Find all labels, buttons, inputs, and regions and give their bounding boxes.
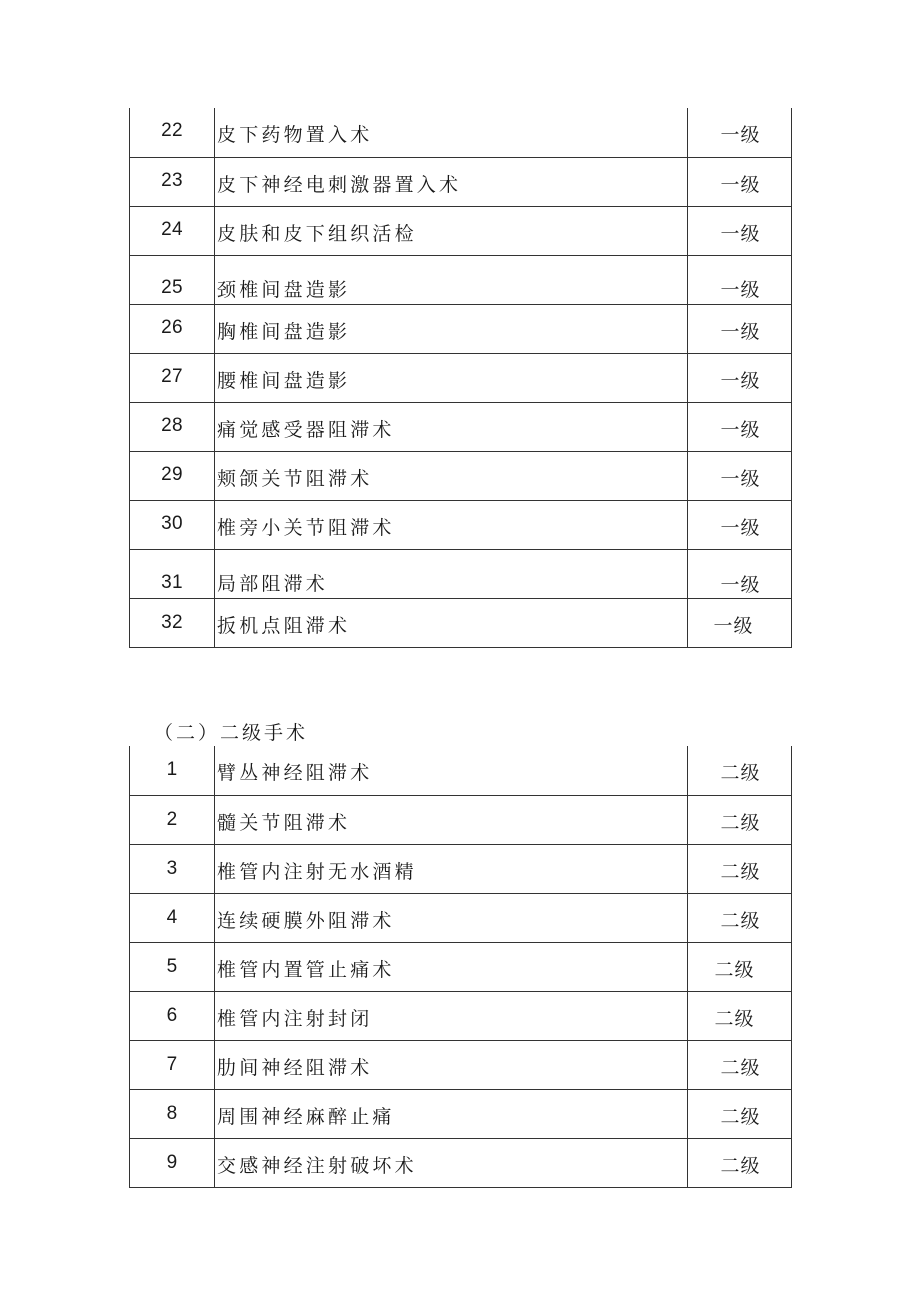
procedure-name: 扳机点阻滞术 [217,615,351,637]
table-row [130,402,791,451]
procedure-name: 皮下药物置入术 [217,124,373,146]
procedure-name: 椎管内置管止痛术 [217,959,395,981]
surgery-level: 一级 [720,223,761,245]
procedure-name: 皮肤和皮下组织活检 [217,223,417,245]
procedure-name: 肋间神经阻滞术 [217,1057,373,1079]
surgery-level: 二级 [720,861,761,883]
surgery-level: 一级 [720,419,761,441]
row-number: 24 [161,219,183,240]
table-row [130,893,791,942]
procedure-name: 颈椎间盘造影 [217,279,351,301]
procedure-name: 椎管内注射无水酒精 [217,861,417,883]
procedure-name: 皮下神经电刺激器置入术 [217,174,462,196]
procedure-name: 椎管内注射封闭 [217,1008,373,1030]
procedure-name: 痛觉感受器阻滞术 [217,419,395,441]
table-row [130,304,791,353]
surgery-level: 一级 [720,174,761,196]
procedure-name: 椎旁小关节阻滞术 [217,517,395,539]
surgery-level: 二级 [720,812,761,834]
row-number: 22 [161,120,183,141]
table-row [130,942,791,991]
table-row [130,795,791,844]
surgery-level: 一级 [720,468,761,490]
surgery-level: 二级 [720,1155,761,1177]
table-row [130,255,791,304]
row-number: 25 [161,277,183,298]
table-row [130,1138,791,1187]
table-row [130,1089,791,1138]
surgery-level: 二级 [720,762,761,784]
surgery-level: 一级 [720,279,761,301]
section-heading: （二）二级手术 [154,722,309,744]
surgery-level: 二级 [720,1106,761,1128]
table-row [130,108,791,157]
row-number: 9 [166,1152,178,1173]
surgery-table-level-2 [129,746,792,1188]
procedure-name: 颊颌关节阻滞术 [217,468,373,490]
surgery-level: 一级 [720,370,761,392]
surgery-level: 一级 [713,615,754,637]
table-row [130,451,791,500]
procedure-name: 腰椎间盘造影 [217,370,351,392]
row-number: 5 [166,956,178,977]
row-number: 3 [166,858,178,879]
surgery-level: 二级 [714,959,755,981]
table-row [130,844,791,893]
row-number: 31 [161,572,183,593]
table-row [130,1040,791,1089]
row-number: 4 [166,907,178,928]
procedure-name: 髓关节阻滞术 [217,812,351,834]
table-row [130,353,791,402]
row-number: 30 [161,513,183,534]
surgery-level: 一级 [720,321,761,343]
surgery-level: 二级 [714,1008,755,1030]
procedure-name: 周围神经麻醉止痛 [217,1106,395,1128]
row-number: 2 [166,809,178,830]
table-row [130,598,791,647]
procedure-name: 臂丛神经阻滞术 [217,762,373,784]
surgery-level: 一级 [720,574,761,596]
row-number: 1 [166,759,178,780]
surgery-level: 二级 [720,910,761,932]
table-row [130,157,791,206]
table-row [130,746,791,795]
table-row [130,991,791,1040]
table-row [130,206,791,255]
row-number: 8 [166,1103,178,1124]
row-number: 23 [161,170,183,191]
surgery-level: 二级 [720,1057,761,1079]
table-row [130,500,791,549]
row-number: 26 [161,317,183,338]
row-number: 32 [161,612,183,633]
row-number: 7 [166,1054,178,1075]
row-number: 27 [161,366,183,387]
row-number: 28 [161,415,183,436]
row-number: 6 [166,1005,178,1026]
surgery-level: 一级 [720,124,761,146]
surgery-table-level-1 [129,108,792,648]
table-row [130,549,791,598]
surgery-level: 一级 [720,517,761,539]
procedure-name: 交感神经注射破坏术 [217,1155,417,1177]
procedure-name: 局部阻滞术 [217,573,329,595]
row-number: 29 [161,464,183,485]
procedure-name: 胸椎间盘造影 [217,321,351,343]
procedure-name: 连续硬膜外阻滞术 [217,910,395,932]
